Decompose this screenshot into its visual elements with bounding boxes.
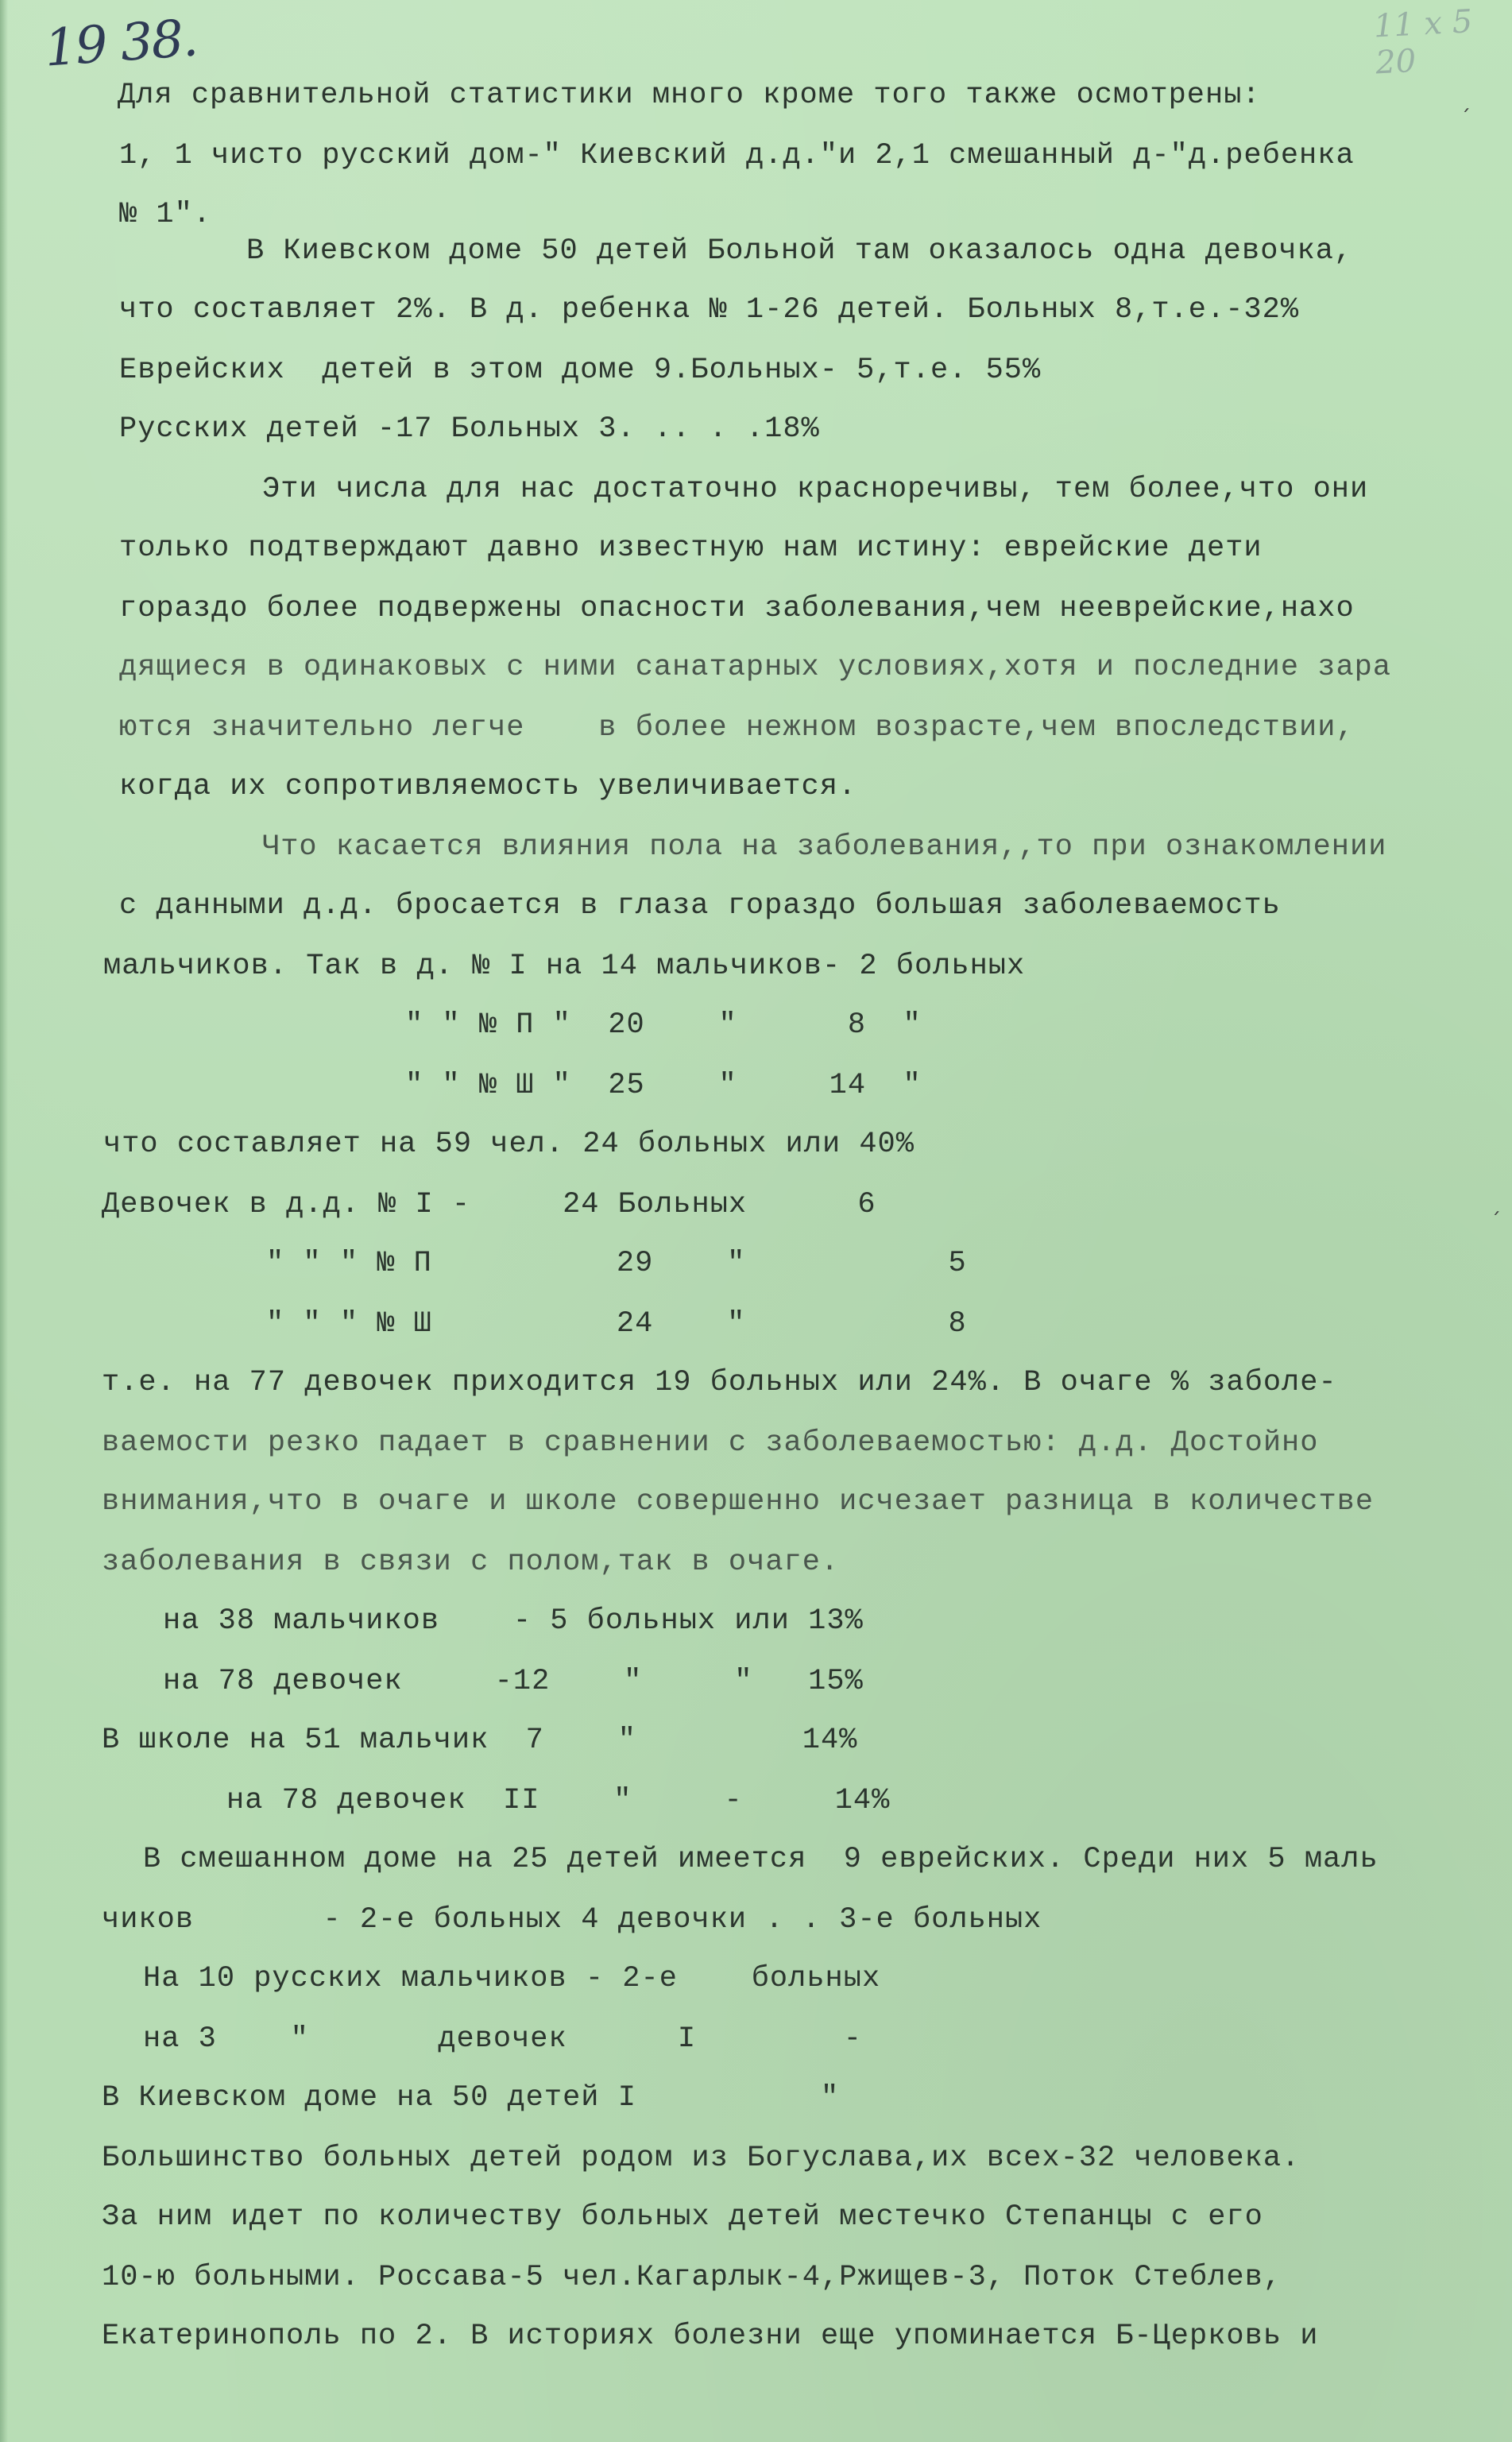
faint-corner-note: 11 x 5 20 <box>1372 3 1474 82</box>
text-line: когда их сопротивляемость увеличивается. <box>119 770 857 803</box>
table-row: на 78 девочек -12 " " 15% <box>163 1665 864 1698</box>
text-line: ются значительно легче в более нежном возрасте,чем впоследствии, <box>119 711 1355 745</box>
text-line: Большинство больных детей родом из Богуслава,их всех-32 человека. <box>102 2142 1301 2175</box>
text-line: В смешанном доме на 25 детей имеется 9 еврейских. Среди них 5 маль <box>143 1843 1379 1876</box>
table-row: на 78 девочек II " - 14% <box>226 1784 891 1817</box>
text-line: 10-ю больными. Россава-5 чел.Кагарлык-4,Ржищев-3, Поток Стеблев, <box>102 2261 1282 2294</box>
text-line: т.е. на 77 девочек приходится 19 больных или 24%. В очаге % заболе- <box>102 1366 1337 1399</box>
table-row: В школе на 51 мальчик 7 " 14% <box>102 1724 858 1757</box>
page-edge-shadow <box>0 0 8 2442</box>
table-row: Девочек в д.д. № I - 24 Больных 6 <box>102 1188 876 1221</box>
text-line: № 1". <box>119 198 212 231</box>
text-line: На 10 русских мальчиков - 2-е больных <box>143 1962 881 1995</box>
table-row: " " " № П 29 " 5 <box>266 1247 967 1280</box>
text-line: чиков - 2-е больных 4 девочки . . 3-е больных <box>102 1903 1042 1937</box>
handwritten-page-number: 19 38. <box>42 9 199 79</box>
table-row: " " № П " 20 " 8 " <box>405 1008 922 1042</box>
text-line: что составляет 2%. В д. ребенка № 1-26 детей. Больных 8,т.е.-32% <box>119 293 1300 327</box>
text-line: Екатеринополь по 2. В историях болезни еще упоминается Б-Церковь и <box>102 2320 1319 2353</box>
margin-tick-mark: ˏ <box>1491 1192 1501 1216</box>
text-line: Что касается влияния пола на заболевания,,то при ознакомлении <box>262 830 1387 864</box>
text-line: что составляет на 59 чел. 24 больных или 40% <box>103 1128 915 1161</box>
text-line: Для сравнительной статистики много кроме того также осмотрены: <box>118 79 1261 112</box>
text-line: Эти числа для нас достаточно красноречивы, тем более,что они <box>262 473 1369 506</box>
text-line: с данными д.д. бросается в глаза гораздо большая заболеваемость <box>119 889 1281 923</box>
text-line: За ним идет по количеству больных детей местечко Степанцы с его <box>102 2200 1263 2234</box>
text-line: В Киевском доме 50 детей Больной там оказалось одна девочка, <box>246 234 1353 268</box>
text-line: ваемости резко падает в сравнении с заболеваемостью: д.д. Достойно <box>102 1426 1319 1460</box>
table-row: " " № Ш " 25 " 14 " <box>405 1069 922 1102</box>
margin-tick-mark: ˏ <box>1460 89 1471 113</box>
text-line: мальчиков. Так в д. № I на 14 мальчиков- 2 больных <box>103 950 1026 983</box>
text-line: на 3 " девочек I - <box>143 2022 862 2056</box>
text-line: гораздо более подвержены опасности заболевания,чем нееврейские,нахо <box>119 592 1355 625</box>
table-row: " " " № Ш 24 " 8 <box>266 1307 967 1341</box>
text-line: Еврейских детей в этом доме 9.Больных- 5,т.е. 55% <box>119 354 1042 387</box>
text-line: дящиеся в одинаковых с ними санатарных условиях,хотя и последние зара <box>119 651 1392 684</box>
table-row: на 38 мальчиков - 5 больных или 13% <box>163 1604 864 1638</box>
text-line: Русских детей -17 Больных 3. .. . .18% <box>119 412 820 446</box>
text-line: 1, 1 чисто русский дом-" Киевский д.д."и 2,1 смешанный д-"д.ребенка <box>119 139 1355 172</box>
text-line: только подтверждают давно известную нам истину: еврейские дети <box>119 532 1263 565</box>
text-line: внимания,что в очаге и школе совершенно исчезает разница в количестве <box>102 1485 1375 1519</box>
text-line: заболевания в связи с полом,так в очаге. <box>102 1546 840 1579</box>
text-line: В Киевском доме на 50 детей I " <box>102 2081 840 2115</box>
